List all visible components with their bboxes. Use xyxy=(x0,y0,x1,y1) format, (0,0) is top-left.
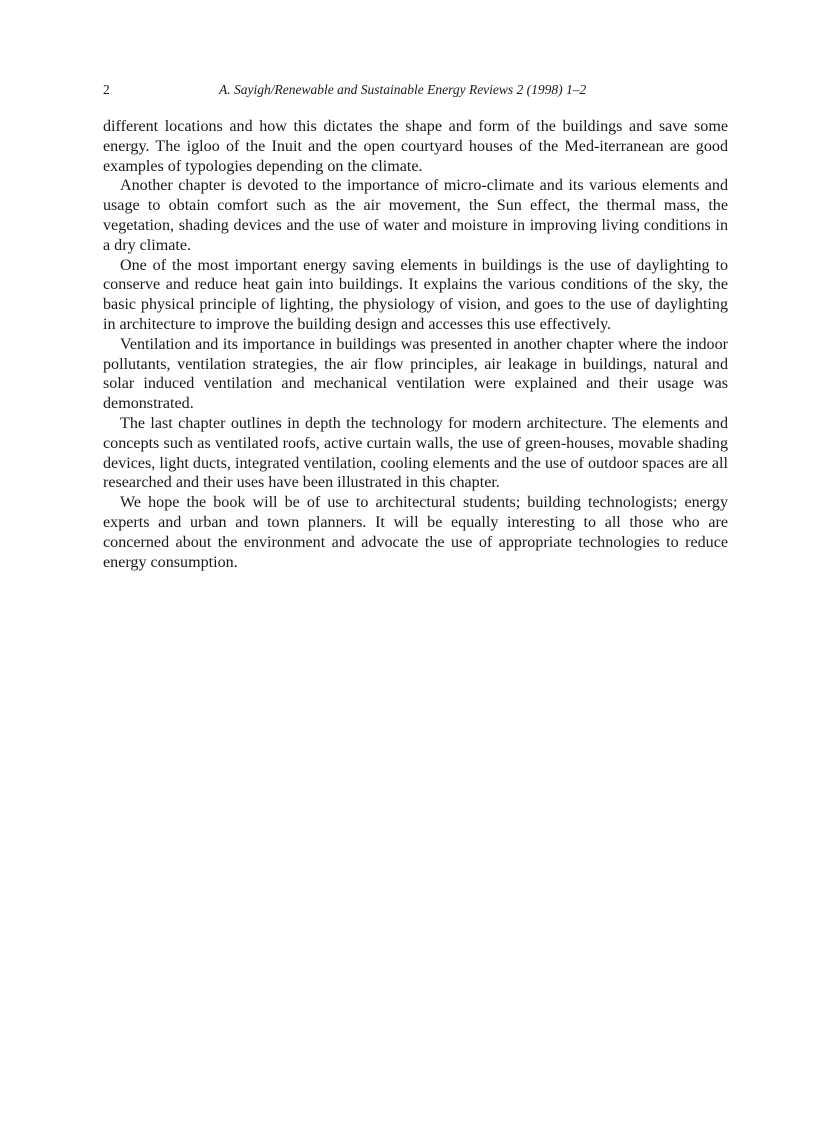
running-header xyxy=(103,82,728,102)
paragraph-closing: We hope the book will be of use to architectural students; building technologists; energy experts and urban and town planners. It will be equally interesting to all those who are concerned about the environment and advocate the use of appropriate technologies to reduce energy consumption. xyxy=(103,494,728,571)
paragraph-modern-architecture: The last chapter outlines in depth the technology for modern architecture. The elements and concepts such as ventilated roofs, active curtain walls, the use of green-houses, movable shading devices, light ducts, integrated ventilation, cooling elements and the use of outdoor spaces are all researched and their uses have been illustrated in this chapter. xyxy=(103,414,728,492)
paragraph-micro-climate: Another chapter is devoted to the importance of micro-climate and its various elements and usage to obtain comfort such as the air movement, the Sun effect, the thermal mass, the vegetation, shading devices and the use of water and moisture in improving living conditions in a dry climate. xyxy=(103,177,728,254)
running-title: A. Sayigh/Renewable and Sustainable Energy Reviews 2 (1998) 1–2 xyxy=(219,82,587,97)
page-number: 2 xyxy=(103,82,110,97)
paragraph-continuation: different locations and how this dictates the shape and form of the buildings and save some energy. The igloo of the Inuit and the open courtyard houses of the Med-iterranean are good examples of typologies depending on the climate. xyxy=(103,118,728,175)
paragraph-ventilation: Ventilation and its importance in buildings was presented in another chapter where the indoor pollutants, ventilation strategies, the air flow principles, air leakage in buildings, natural and solar induced ventilation and mechanical ventilation were explained and their usage was demonstrated. xyxy=(103,335,728,413)
body-text xyxy=(103,117,728,572)
paragraph-daylighting: One of the most important energy saving elements in buildings is the use of daylighting to conserve and reduce heat gain into buildings. It explains the various conditions of the sky, the basic physical principle of lighting, the physiology of vision, and goes to the use of daylighting in architecture to improve the building design and accesses this use effectively. xyxy=(103,256,728,333)
